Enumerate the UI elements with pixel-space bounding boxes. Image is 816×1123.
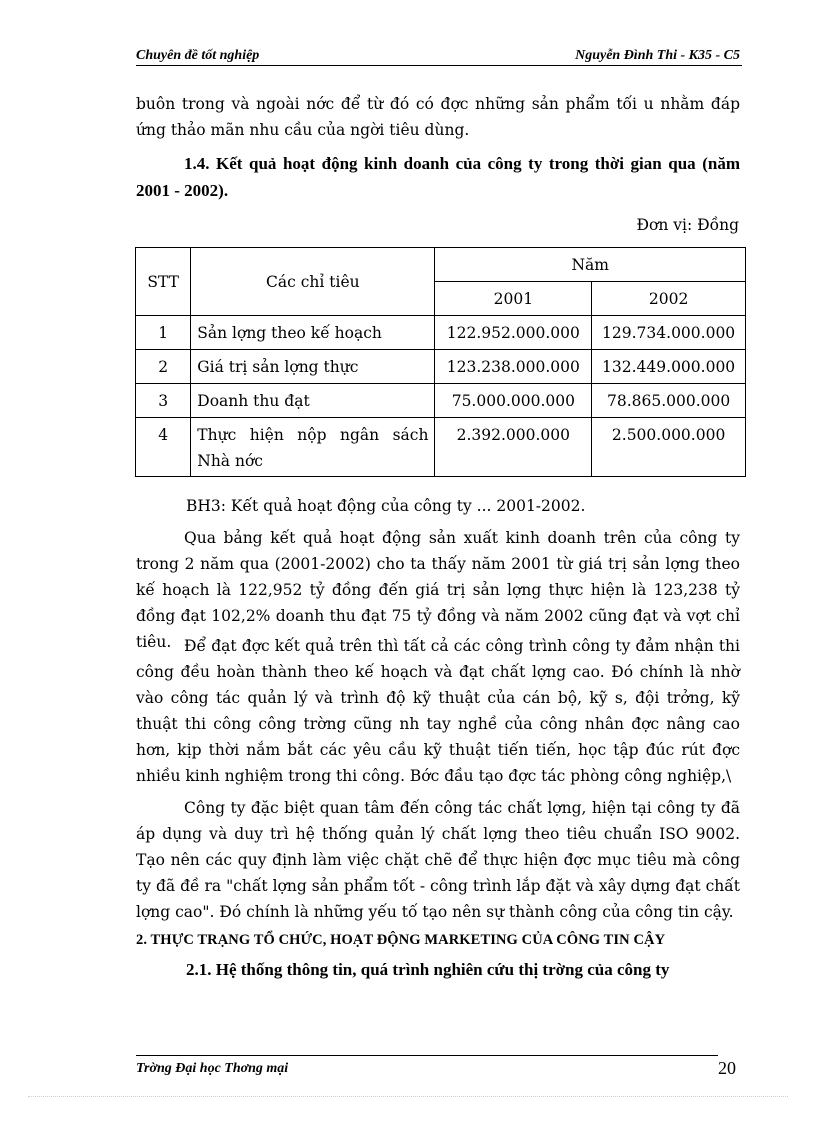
- row-stt: 1: [136, 316, 191, 350]
- header-title: Chuyên đề tốt nghiệp: [136, 48, 260, 63]
- row-value-2001: 75.000.000.000: [435, 384, 592, 418]
- table-row: [136, 350, 746, 384]
- row-stt: 4: [136, 418, 191, 477]
- page-number: 20: [718, 1058, 736, 1078]
- paragraph-achievements: Để đạt đợc kết quả trên thì tất cả các công trình công ty đảm nhận thi công đều hoàn thành theo kế hoạch và đạt chất lợng cao. Đó chính là nhờ vào công tác quản lý và trình độ kỹ thuật của cán bộ, kỹ s, đội trởng, kỹ thuật thi công công trờng cũng nh tay nghề của công nhân đợc nâng cao hơn, kịp thời nắm bắt các yêu cầu kỹ thuật tiến tiến, học tập đúc rút đợc nhiều kinh nghiệm trong thi công. Bớc đầu tạo đợc tác phòng công nghiệp,\: [136, 637, 740, 785]
- paragraph-results: Qua bảng kết quả hoạt động sản xuất kinh doanh trên của công ty trong 2 năm qua (2001-2002) cho ta thấy năm 2001 từ giá trị sản lợng theo kế hoạch là 122,952 tỷ đồng đến giá trị sản lợng thực hiện là 123,238 tỷ đồng đạt 102,2% doanh thu đạt 75 tỷ đồng và năm 2002 cũng đạt và vợt chỉ tiêu.: [136, 529, 740, 651]
- header-2002: 2002: [592, 282, 746, 316]
- intro-paragraph: buôn trong và ngoài nớc để từ đó có đợc những sản phẩm tối u nhằm đáp ứng thảo mãn nhu cầu của ngời tiêu dùng.: [136, 95, 740, 139]
- row-value-2001: 122.952.000.000: [435, 316, 592, 350]
- page-footer: [136, 1055, 718, 1084]
- row-stt: 3: [136, 384, 191, 418]
- row-value-2002: 78.865.000.000: [592, 384, 746, 418]
- table-caption: BH3: Kết quả hoạt động của công ty ... 2001-2002.: [186, 497, 586, 515]
- footer-school: Trờng Đại học Thơng mại: [136, 1061, 289, 1076]
- unit-label: Đơn vị: Đồng: [636, 216, 739, 234]
- page-header: [136, 44, 742, 66]
- page-bottom-divider: [28, 1096, 788, 1097]
- row-value-2001: 2.392.000.000: [435, 418, 592, 477]
- row-label: Doanh thu đạt: [191, 384, 435, 418]
- table-row: [136, 418, 746, 477]
- row-value-2002: 129.734.000.000: [592, 316, 746, 350]
- row-value-2002: 132.449.000.000: [592, 350, 746, 384]
- row-label: Giá trị sản lợng thực: [191, 350, 435, 384]
- header-year: Năm: [435, 248, 746, 282]
- section-2-heading: 2. THỰC TRẠNG TỔ CHỨC, HOẠT ĐỘNG MARKETING CỦA CÔNG TIN CẬY: [136, 932, 666, 948]
- row-value-2002: 2.500.000.000: [592, 418, 746, 477]
- table-row: [136, 316, 746, 350]
- row-value-2001: 123.238.000.000: [435, 350, 592, 384]
- header-2001: 2001: [435, 282, 592, 316]
- section-2-1-heading: 2.1. Hệ thống thông tin, quá trình nghiên cứu thị trờng của công ty: [186, 960, 670, 979]
- row-label: Thực hiện nộp ngân sách Nhà nớc: [191, 418, 435, 477]
- header-author: Nguyễn Đình Thi - K35 - C5: [575, 48, 740, 63]
- paragraph-quality: Công ty đặc biệt quan tâm đến công tác chất lợng, hiện tại công ty đã áp dụng và duy trì hệ thống quản lý chất lợng theo tiêu chuẩn ISO 9002. Tạo nên các quy định làm việc chặt chẽ để thực hiện đợc mục tiêu mà công ty đã đề ra "chất lợng sản phẩm tốt - công trình lắp đặt và xây dựng đạt chất lợng cao". Đó chính là những yếu tố tạo nên sự thành công của công tin cậy.: [136, 799, 740, 921]
- results-table: [135, 247, 746, 477]
- table-row: [136, 384, 746, 418]
- row-stt: 2: [136, 350, 191, 384]
- row-label: Sản lợng theo kế hoạch: [191, 316, 435, 350]
- header-stt: STT: [136, 248, 191, 316]
- table-header-row: [136, 248, 746, 282]
- section-1-4-heading: 1.4. Kết quả hoạt động kinh doanh của công ty trong thời gian qua (năm 2001 - 2002).: [136, 154, 740, 200]
- header-items: Các chỉ tiêu: [191, 248, 435, 316]
